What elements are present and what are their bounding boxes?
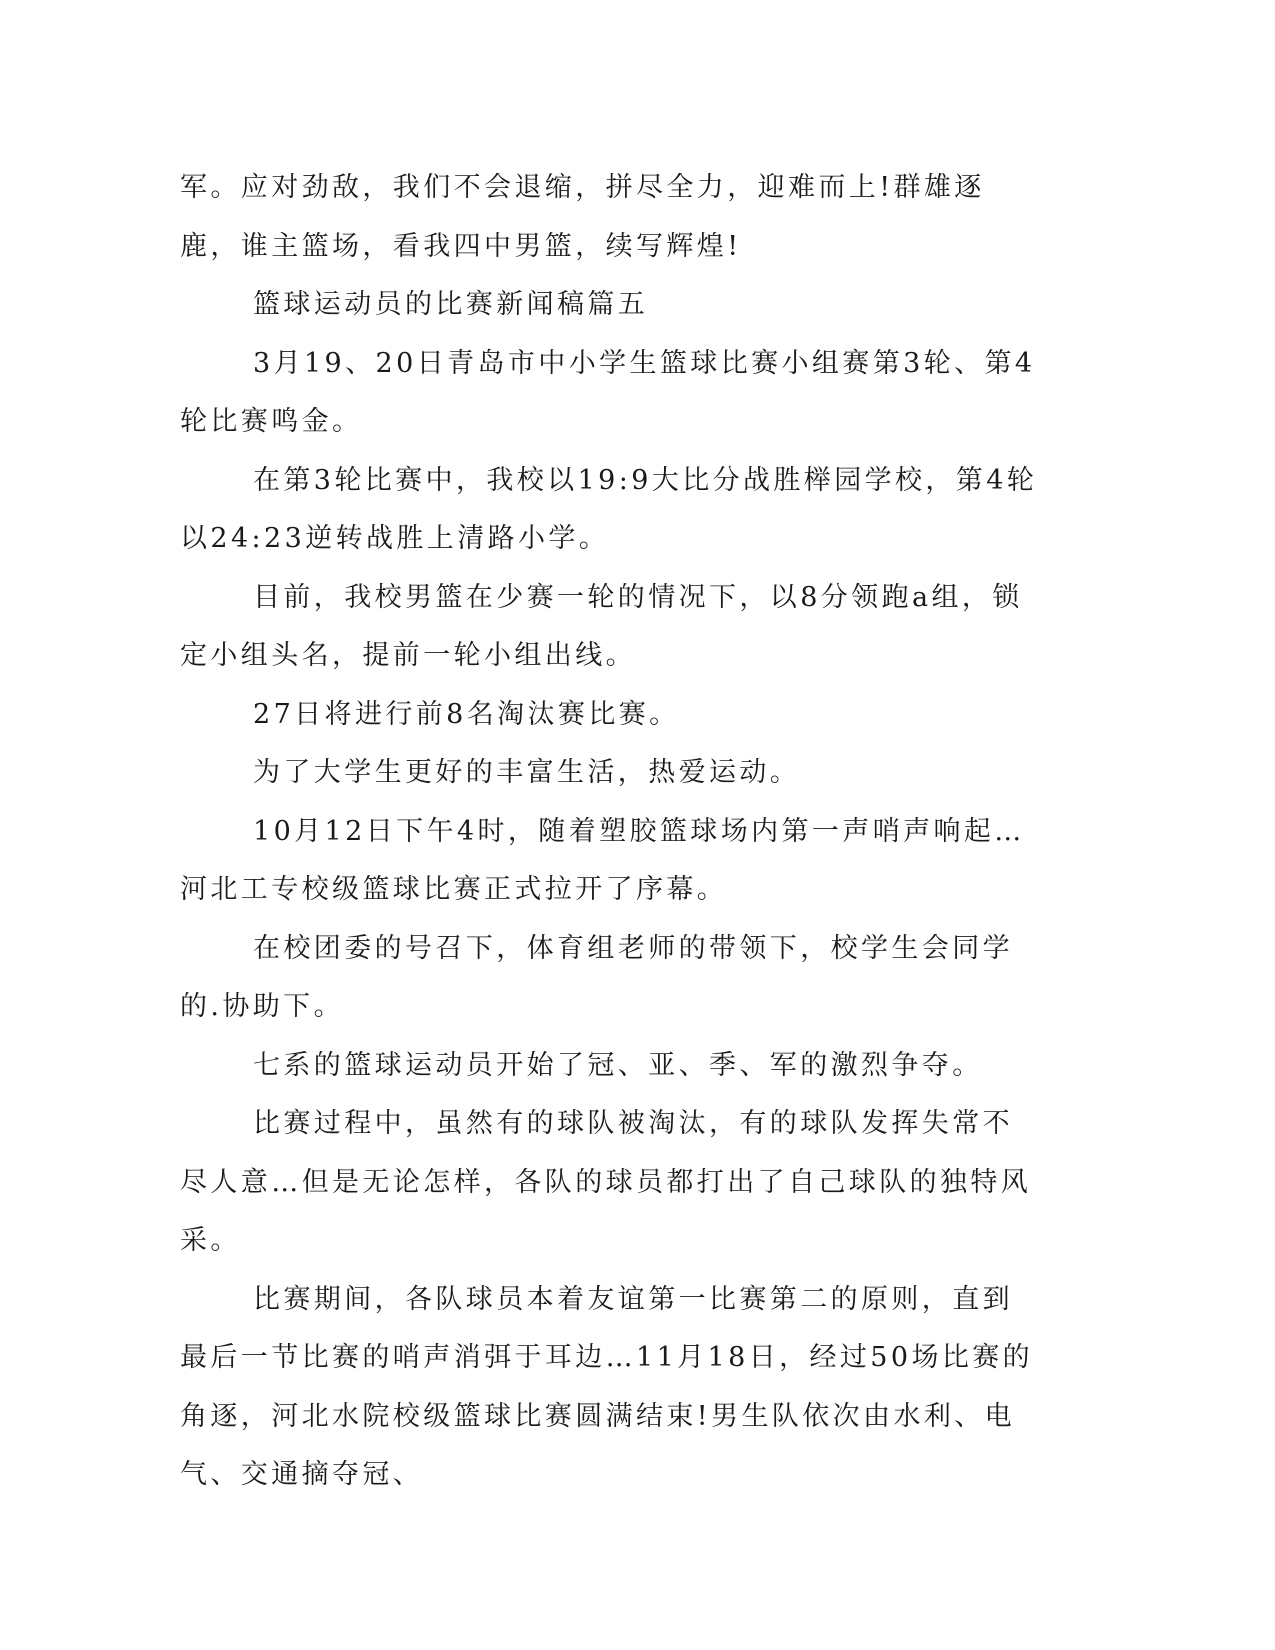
paragraph: 七系的篮球运动员开始了冠、亚、季、军的激烈争夺。 [253,1049,983,1081]
paragraph: 比赛期间，各队球员本着友谊第一比赛第二的原则，直到最后一节比赛的哨声消弭于耳边…11月18日，经过50场比赛的角逐，河北水院校级篮球比赛圆满结束!男生队依次由水利、电气、交通摘夺冠、 [180,1283,1034,1490]
paragraph: 3月19、20日青岛市中小学生篮球比赛小组赛第3轮、第4轮比赛鸣金。 [180,347,1036,437]
paragraph: 为了大学生更好的丰富生活，热爱运动。 [253,757,801,788]
paragraph: 目前，我校男篮在少赛一轮的情况下，以8分领跑a组，锁定小组头名，提前一轮小组出线。 [180,581,1023,671]
paragraph: 10月12日下午4时，随着塑胶篮球场内第一声哨声响起…河北工专校级篮球比赛正式拉开了序幕。 [180,815,1025,905]
paragraph: 军。应对劲敌，我们不会退缩，拼尽全力，迎难而上!群雄逐鹿，谁主篮场，看我四中男篮，续写辉煌! [180,172,985,262]
paragraph: 在校团委的号召下，体育组老师的带领下，校学生会同学的.协助下。 [180,932,1013,1022]
document-body [180,159,1040,1505]
paragraph: 在第3轮比赛中，我校以19:9大比分战胜榉园学校，第4轮以24:23逆转战胜上清路小学。 [180,464,1038,554]
section-heading: 篮球运动员的比赛新闻稿篇五 [253,289,649,320]
paragraph: 比赛过程中，虽然有的球队被淘汰，有的球队发挥失常不尽人意…但是无论怎样，各队的球员都打出了自己球队的独特风采。 [180,1108,1032,1256]
paragraph: 27日将进行前8名淘汰赛比赛。 [253,698,680,730]
